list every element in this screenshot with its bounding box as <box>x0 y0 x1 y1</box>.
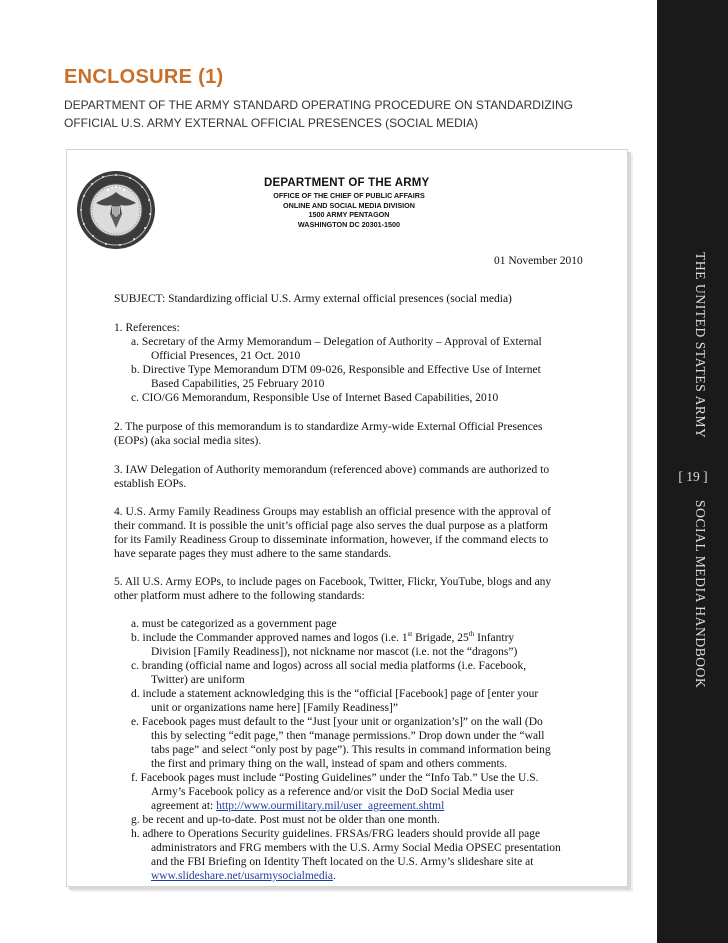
ordinal-suffix: st <box>407 630 413 639</box>
enclosure-subtitle-line: OFFICIAL U.S. ARMY EXTERNAL OFFICIAL PRESENCES (SOCIAL MEDIA) <box>64 116 479 130</box>
enclosure-subtitle <box>64 96 573 132</box>
memo-standard-line: h. adhere to Operations Security guidelines. FRSAs/FRG leaders should provide all page <box>131 828 541 840</box>
memo-standard-line <box>151 869 336 883</box>
memo-standard-line: this by selecting “edit page,” then “manage permissions.” Drop down under the “wall <box>151 730 545 742</box>
letterhead-title: DEPARTMENT OF THE ARMY <box>264 177 430 189</box>
memo-paragraph-line: have separate pages they must adhere to the same standards. <box>114 548 392 560</box>
enclosure-title: ENCLOSURE (1) <box>64 66 224 88</box>
memo-paragraph-line: 3. IAW Delegation of Authority memorandum (referenced above) commands are authorized to <box>114 464 550 476</box>
memo-standard-line: tabs page” and select “only post by page”). This results in command information being <box>151 744 551 756</box>
memo-reference-line: Based Capabilities, 25 February 2010 <box>151 378 325 390</box>
memo-reference-line: c. CIO/G6 Memorandum, Responsible Use of Internet Based Capabilities, 2010 <box>131 392 499 404</box>
memo-date: 01 November 2010 <box>494 255 583 267</box>
memo-paragraph-line: 5. All U.S. Army EOPs, to include pages on Facebook, Twitter, Flickr, YouTube, blogs and any <box>114 576 552 588</box>
slideshare-link[interactable]: www.slideshare.net/usarmysocialmedia <box>151 870 333 882</box>
ordinal-suffix: th <box>468 630 475 639</box>
memo-subject: SUBJECT: Standardizing official U.S. Army external official presences (social media) <box>114 293 512 305</box>
memo-reference-line: b. Directive Type Memorandum DTM 09-026, Responsible and Effective Use of Internet <box>131 364 541 376</box>
memo-standard-line: Army’s Facebook policy as a reference and/or visit the DoD Social Media user <box>151 786 514 798</box>
letterhead-line: 1500 ARMY PENTAGON <box>308 210 390 219</box>
memo-paragraph-line: 4. U.S. Army Family Readiness Groups may establish an official presence with the approval of <box>114 506 552 518</box>
memo-paragraph-line: establish EOPs. <box>114 478 187 490</box>
letterhead-line: WASHINGTON DC 20301-1500 <box>297 219 401 229</box>
letterhead-line: OFFICE OF THE CHIEF OF PUBLIC AFFAIRS <box>273 191 425 200</box>
sidebar-army-label: THE UNITED STATES ARMY <box>693 252 708 439</box>
memo-paragraph-line: other platform must adhere to the following standards: <box>114 590 365 602</box>
sidebar-handbook-label: SOCIAL MEDIA HANDBOOK <box>693 500 708 689</box>
memo-standard-line <box>131 631 514 645</box>
memo-reference-line: Official Presences, 21 Oct. 2010 <box>151 350 301 362</box>
letterhead-line: ONLINE AND SOCIAL MEDIA DIVISION <box>283 200 415 210</box>
department-of-defense-seal-icon <box>76 170 156 250</box>
memo-standard-line: unit or organizations name here] [Family Readiness]” <box>151 702 398 714</box>
memo-reference-line: a. Secretary of the Army Memorandum – Delegation of Authority – Approval of External <box>131 336 542 348</box>
standard-h-text: . <box>332 870 336 882</box>
memo-paragraph-line: for its Family Readiness Group to disseminate information, however, if the command elects to <box>114 534 549 546</box>
memo-letterhead <box>264 177 434 229</box>
memo-standard-line: c. branding (official name and logos) across all social media platforms (i.e. Facebook, <box>131 660 527 672</box>
memo-standard-line: administrators and FRG members with the U.S. Army Social Media OPSEC presentation <box>151 842 561 854</box>
memo-standard-line: the first and primary thing on the wall, instead of spam and others comments. <box>151 758 508 770</box>
standard-b-text: Infantry <box>474 632 515 644</box>
enclosure-subtitle-line: DEPARTMENT OF THE ARMY STANDARD OPERATING PROCEDURE ON STANDARDIZING <box>64 98 573 112</box>
memo-standard-line <box>151 799 444 813</box>
memo-paragraph-line: 2. The purpose of this memorandum is to standardize Army-wide External Official Presences <box>114 421 543 433</box>
memo-standard-line: and the FBI Briefing on Identity Theft located on the U.S. Army’s slideshare site at <box>151 856 534 868</box>
standard-b-text: b. include the Commander approved names and logos (i.e. 1 <box>131 632 408 644</box>
memo-standard-line: d. include a statement acknowledging this is the “official [Facebook] page of [enter your <box>131 688 539 700</box>
standard-b-text: Brigade, 25 <box>412 632 469 644</box>
memo-paragraph-line: (EOPs) (aka social media sites). <box>114 435 262 447</box>
memo-standard-line: Division [Family Readiness]), not nickname nor mascot (i.e. not the “dragons”) <box>151 646 518 658</box>
memo-standard-line: Twitter) are uniform <box>151 674 245 686</box>
page-number: [ 19 ] <box>678 469 708 484</box>
standard-f-text: agreement at: <box>151 800 217 812</box>
memo-standard-line: e. Facebook pages must default to the “Just [your unit or organization’s]” on the wall (Do <box>131 716 543 728</box>
memo-paragraph-line: their command. It is possible the unit’s official page also serves the dual purpose as a platform <box>114 520 548 532</box>
memo-standard-line: g. be recent and up-to-date. Post must not be older than one month. <box>131 814 440 826</box>
user-agreement-link[interactable]: http://www.ourmilitary.mil/user_agreement.shtml <box>216 800 445 812</box>
memo-standard-line: a. must be categorized as a government page <box>131 618 337 630</box>
memo-standard-line: f. Facebook pages must include “Posting Guidelines” under the “Info Tab.” Use the U.S. <box>131 772 539 784</box>
memo-references-heading: 1. References: <box>114 322 180 334</box>
